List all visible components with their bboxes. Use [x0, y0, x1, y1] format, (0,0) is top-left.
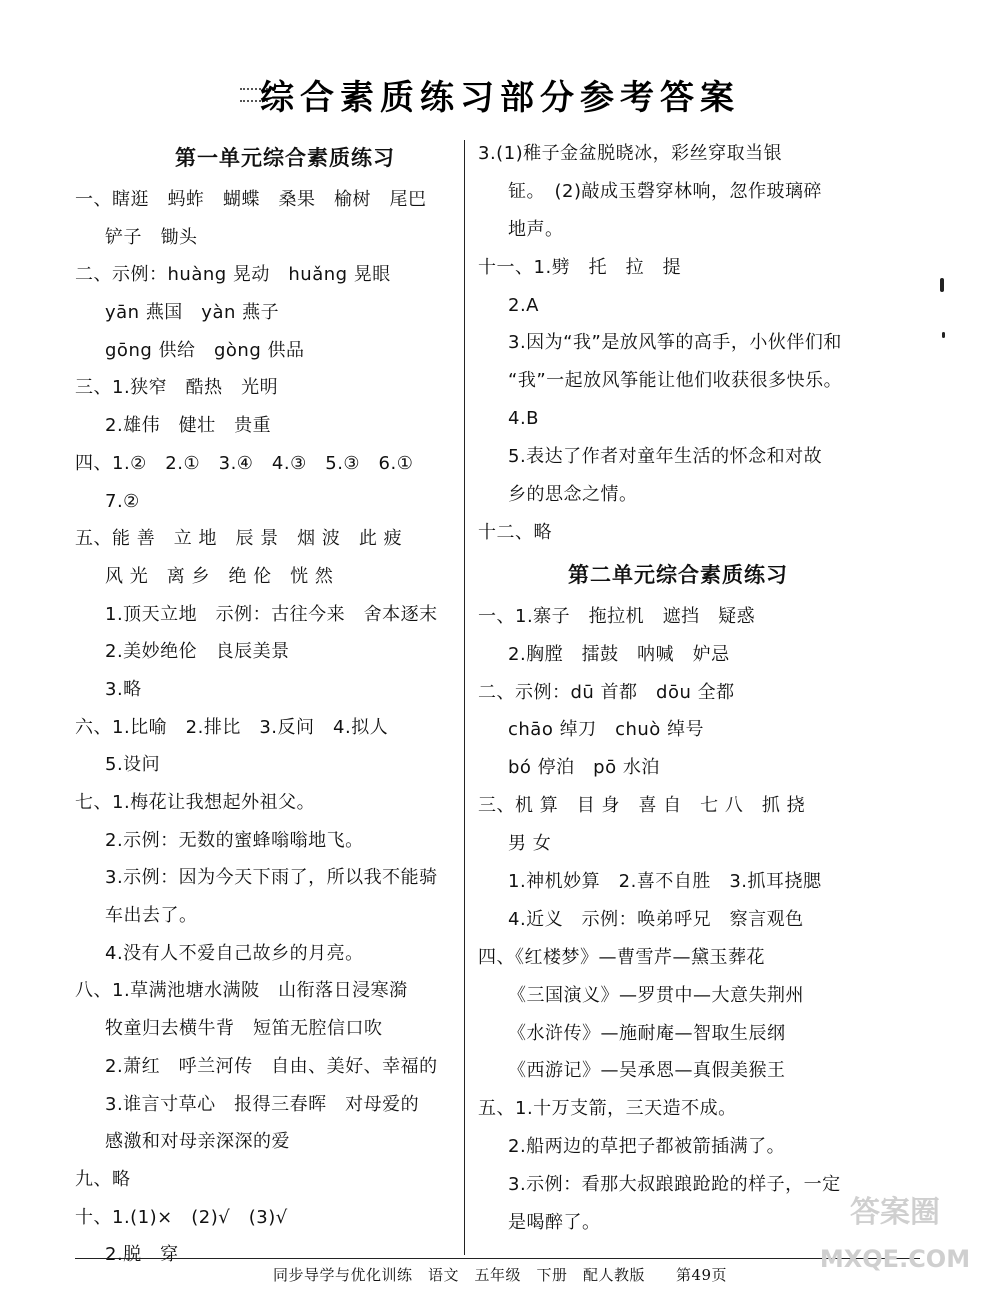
- page-footer: 同步导学与优化训练 语文 五年级 下册 配人教版 第49页: [272, 1266, 728, 1284]
- margin-mark: [942, 332, 945, 338]
- answer-line: 五、1.十万支箭，三天造不成。: [478, 1098, 737, 1120]
- answer-line: 2.A: [508, 294, 539, 316]
- answer-line: 4.没有人不爱自己故乡的月亮。: [105, 942, 364, 964]
- unit-2-answers: [478, 598, 878, 1242]
- answer-line: 乡的思念之情。: [508, 484, 638, 506]
- answer-line: 3.略: [105, 678, 142, 700]
- answer-line: 《西游记》—吴承恩—真假美猴王: [508, 1060, 786, 1082]
- right-column: [478, 135, 878, 1242]
- answer-line: 十一、1.劈 托 拉 提: [478, 256, 682, 278]
- answer-line: 十、1.(1)× (2)√ (3)√: [75, 1206, 288, 1228]
- answer-line: 二、示例：dū 首都 dōu 全都: [478, 681, 735, 703]
- column-divider: [464, 140, 465, 1255]
- answer-line: 2.萧红 呼兰河传 自由、美好、幸福的: [105, 1055, 438, 1077]
- answer-line: 三、机 算 目 身 喜 自 七 八 抓 挠: [478, 795, 806, 817]
- answer-line: 2.胸膛 擂鼓 呐喊 妒忌: [508, 643, 730, 665]
- watermark-url-text: MXQE.COM: [819, 1245, 971, 1273]
- answer-line: 《三国演义》—罗贯中—大意失荆州: [508, 984, 804, 1006]
- answer-line: 3.示例：因为今天下雨了，所以我不能骑: [105, 867, 438, 889]
- answer-line: 7.②: [105, 490, 140, 512]
- answer-line: 1.顶天立地 示例：古往今来 舍本逐末: [105, 603, 438, 625]
- footer-rule: [75, 1258, 920, 1259]
- answer-line: 2.雄伟 健壮 贵重: [105, 415, 272, 437]
- answer-line: 五、能 善 立 地 辰 景 烟 波 此 疲: [75, 528, 403, 550]
- answer-line: 风 光 离 乡 绝 伦 恍 然: [105, 565, 334, 587]
- answer-line: 牧童归去横牛背 短笛无腔信口吹: [105, 1018, 383, 1040]
- answer-line: 4.B: [508, 408, 540, 430]
- answer-line: 4.近义 示例：唤弟呼兄 察言观色: [508, 908, 804, 930]
- answer-line: 三、1.狭窄 酷热 光明: [75, 377, 279, 399]
- answer-line: “我”一起放风筝能让他们收获很多快乐。: [508, 370, 843, 392]
- answer-line: 2.美妙绝伦 良辰美景: [105, 641, 290, 663]
- answer-line: 钲。 (2)敲成玉磬穿林响，忽作玻璃碎: [508, 180, 822, 202]
- answer-line: 十二、略: [478, 521, 552, 543]
- answer-line: 3.谁言寸草心 报得三春晖 对母爱的: [105, 1093, 420, 1115]
- answer-line: 七、1.梅花让我想起外祖父。: [75, 792, 316, 813]
- answer-line: 5.表达了作者对童年生活的怀念和对故: [508, 446, 823, 468]
- answer-line: 2.船两边的草把子都被箭插满了。: [508, 1136, 786, 1158]
- answer-line: 四、1.② 2.① 3.④ 4.③ 5.③ 6.①: [75, 452, 414, 474]
- page-title: 综合素质练习部分参考答案: [260, 78, 740, 118]
- answer-line: 八、1.草满池塘水满陂 山衔落日浸寒漪: [75, 980, 408, 1002]
- answer-line: 《水浒传》—施耐庵—智取生辰纲: [508, 1022, 786, 1044]
- answer-line: 二、示例：huàng 晃动 huǎng 晃眼: [75, 264, 391, 286]
- unit-1-answers: [75, 181, 455, 1274]
- answer-line: 1.神机妙算 2.喜不自胜 3.抓耳挠腮: [508, 871, 822, 893]
- unit-1-answers-continued: [478, 135, 878, 552]
- margin-mark: [940, 278, 944, 292]
- answer-line: 男 女: [508, 833, 552, 855]
- answer-line: gōng 供给 gòng 供品: [105, 339, 305, 361]
- answer-line: 3.因为“我”是放风筝的高手，小伙伴们和: [508, 332, 842, 354]
- answer-line: 2.脱 穿: [105, 1244, 179, 1266]
- watermark-logo-text: 答案圈: [850, 1195, 940, 1230]
- left-column: [75, 135, 455, 1274]
- answer-line: 车出去了。: [105, 905, 198, 927]
- unit-1-heading: 第一单元综合素质练习: [175, 145, 395, 170]
- answer-line: 5.设问: [105, 754, 161, 776]
- watermark: [800, 1190, 990, 1300]
- answer-line: chāo 绰刀 chuò 绰号: [508, 719, 705, 741]
- answer-line: 一、瞎逛 蚂蚱 蝴蝶 桑果 榆树 尾巴: [75, 189, 427, 210]
- answer-line: bó 停泊 pō 水泊: [508, 757, 660, 779]
- answer-line: 六、1.比喻 2.排比 3.反问 4.拟人: [75, 716, 389, 738]
- answer-line: 地声。: [508, 218, 564, 240]
- answer-line: 一、1.寨子 拖拉机 遮挡 疑惑: [478, 605, 756, 627]
- answer-line: yān 燕国 yàn 燕子: [105, 302, 280, 324]
- answer-line: 2.示例：无数的蜜蜂嗡嗡地飞。: [105, 829, 364, 851]
- answer-line: 感激和对母亲深深的爱: [105, 1131, 290, 1153]
- answer-line: 九、略: [75, 1168, 131, 1190]
- answer-line: 铲子 锄头: [105, 226, 198, 248]
- answer-line: 四、《红楼梦》—曹雪芹—黛玉葬花: [478, 946, 765, 968]
- unit-2-heading: 第二单元综合素质练习: [568, 561, 788, 587]
- answer-line: 3.示例：看那大叔踉踉跄跄的样子，一定: [508, 1174, 841, 1196]
- answer-line: 是喝醉了。: [508, 1212, 601, 1234]
- answer-line: 3.(1)稚子金盆脱晓冰，彩丝穿取当银: [478, 143, 783, 164]
